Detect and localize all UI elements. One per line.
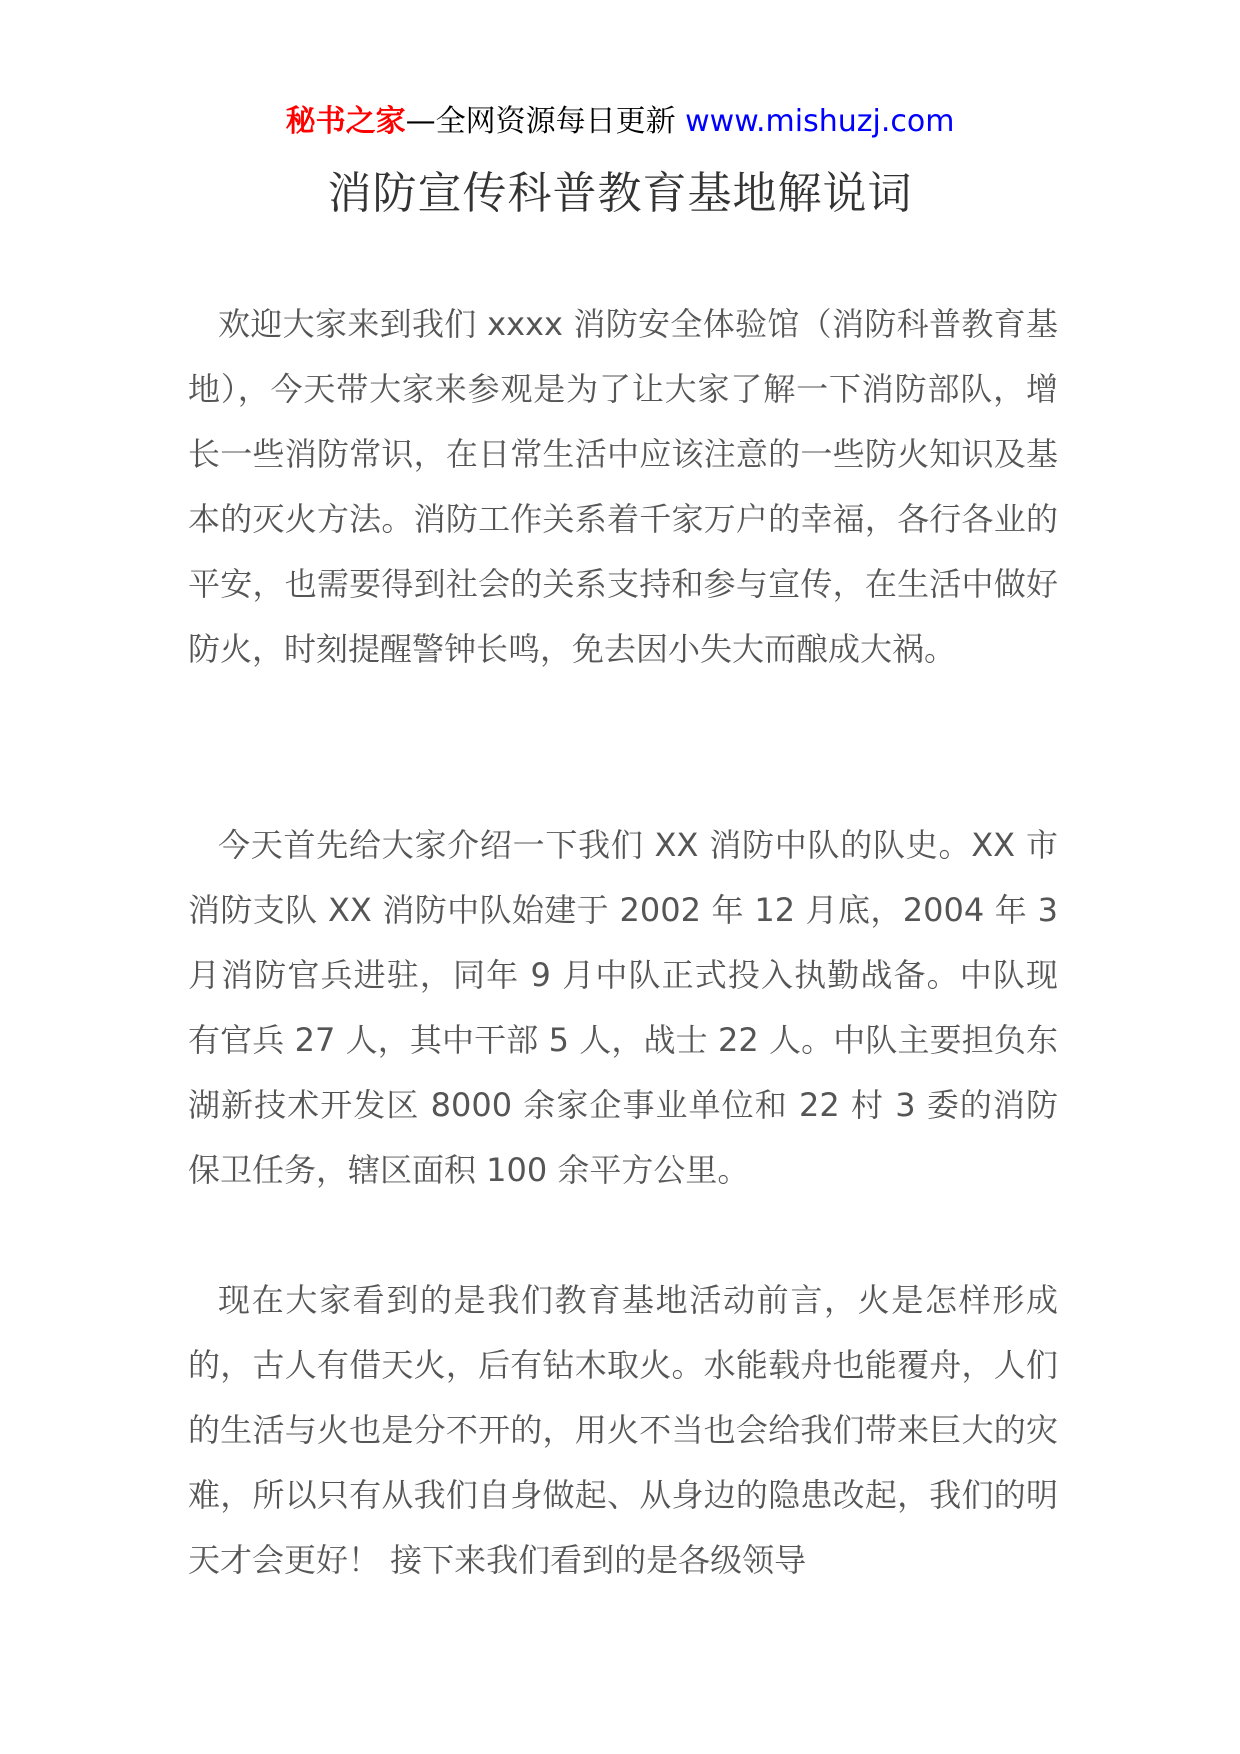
paragraph-text: 欢迎大家来到我们 xxxx 消防安全体验馆（消防科普教育基地），今天带大家来参观是为了让大家了解一下消防部队，增长一些消防常识，在日常生活中应该注意的一些防火知识及基本的灭火方法。消防工作关系着千家万户的幸福，各行各业的平安，也需要得到社会的关系支持和参与宣传，在生活中做好防火，时刻提醒警钟长鸣，免去因小失大而酿成大祸。 [188,305,1058,668]
paragraph-text: 今天首先给大家介绍一下我们 XX 消防中队的队史。XX 市消防支队 XX 消防中队始建于 2002 年 12 月底，2004 年 3 月消防官兵进驻，同年 9 月中队正式投入执勤战备。中队现有官兵 27 人，其中干部 5 人，战士 22 人。中队主要担负东湖新技术开发区 8000 余家企事业单位和 22 村 3 委的消防保卫任务，辖区面积 100 余平方公里。 [188,826,1058,1189]
paragraph-text: 现在大家看到的是我们教育基地活动前言，火是怎样形成的，古人有借天火，后有钻木取火。水能载舟也能覆舟，人们的生活与火也是分不开的，用火不当也会给我们带来巨大的灾难，所以只有从我们自身做起、从身边的隐患改起，我们的明天才会更好！ 接下来我们看到的是各级领导 [188,1281,1058,1579]
header-tagline: —全网资源每日更新 [405,104,686,139]
paragraph-foreword [188,1268,1058,1593]
paragraph-welcome [188,292,1058,682]
site-url-link[interactable]: www.mishuzj.com [685,104,955,139]
document-title: 消防宣传科普教育基地解说词 [327,168,913,219]
paragraph-history [188,813,1058,1203]
brand-name: 秘书之家 [285,104,406,139]
site-header [0,100,1240,144]
